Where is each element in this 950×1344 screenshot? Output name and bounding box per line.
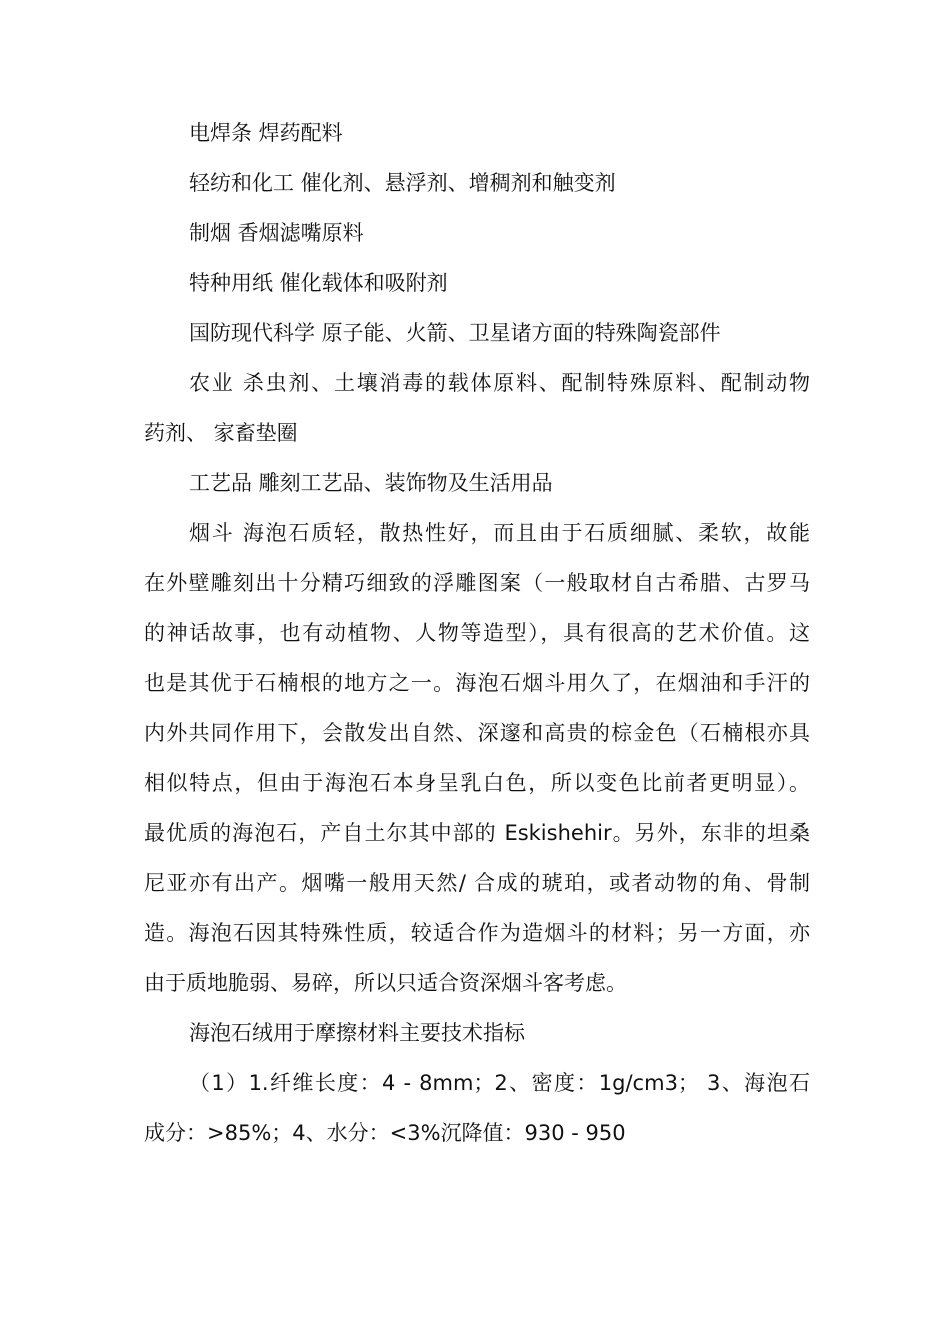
text-line-pipe-10: 由于质地脆弱、易碎，所以只适合资深烟斗客考虑。 — [144, 971, 627, 995]
text-line-defense-science: 国防现代科学 原子能、火箭、卫星诸方面的特殊陶瓷部件 — [189, 321, 721, 345]
text-line-spec-1: （1）1.纤维长度：4 - 8mm；2、密度：1g/cm3； 3、海泡石 — [189, 1071, 810, 1095]
text-line-pipe-6: 相似特点，但由于海泡石本身呈乳白色，所以变色比前者更明显）。 — [144, 771, 810, 795]
text-line-agriculture: 农业 杀虫剂、土壤消毒的载体原料、配制特殊原料、配制动物 — [189, 371, 810, 395]
text-line-pipe-2: 在外壁雕刻出十分精巧细致的浮雕图案（一般取材自古希腊、古罗马 — [144, 571, 810, 595]
document-body — [144, 108, 810, 1158]
text-line-pipe-7: 最优质的海泡石，产自土尔其中部的 Eskishehir。另外，东非的坦桑 — [144, 821, 810, 845]
text-line-tobacco: 制烟 香烟滤嘴原料 — [189, 221, 364, 245]
text-line-crafts: 工艺品 雕刻工艺品、装饰物及生活用品 — [189, 471, 553, 495]
text-line-pipe-5: 内外共同作用下，会散发出自然、深邃和高贵的棕金色（石楠根亦具 — [144, 721, 810, 745]
text-line-special-paper: 特种用纸 催化载体和吸附剂 — [189, 271, 448, 295]
text-line-pipe-3: 的神话故事，也有动植物、人物等造型），具有很高的艺术价值。这 — [144, 621, 810, 645]
text-line-agriculture-cont: 药剂、 家畜垫圈 — [144, 421, 298, 445]
text-line-pipe-9: 造。海泡石因其特殊性质，较适合作为造烟斗的材料；另一方面，亦 — [144, 921, 810, 945]
text-line-spec-2: 成分：>85%；4、水分：<3%沉降值：930 - 950 — [144, 1121, 626, 1145]
text-line-textile-chemical: 轻纺和化工 催化剂、悬浮剂、增稠剂和触变剂 — [189, 171, 616, 195]
text-line-pipe-4: 也是其优于石楠根的地方之一。海泡石烟斗用久了，在烟油和手汗的 — [144, 671, 810, 695]
text-line-electrode: 电焊条 焊药配料 — [189, 121, 343, 145]
text-line-friction-heading: 海泡石绒用于摩擦材料主要技术指标 — [189, 1021, 525, 1045]
text-line-pipe-1: 烟斗 海泡石质轻，散热性好，而且由于石质细腻、柔软，故能 — [189, 521, 810, 545]
text-line-pipe-8: 尼亚亦有出产。烟嘴一般用天然/ 合成的琥珀，或者动物的角、骨制 — [144, 871, 810, 895]
